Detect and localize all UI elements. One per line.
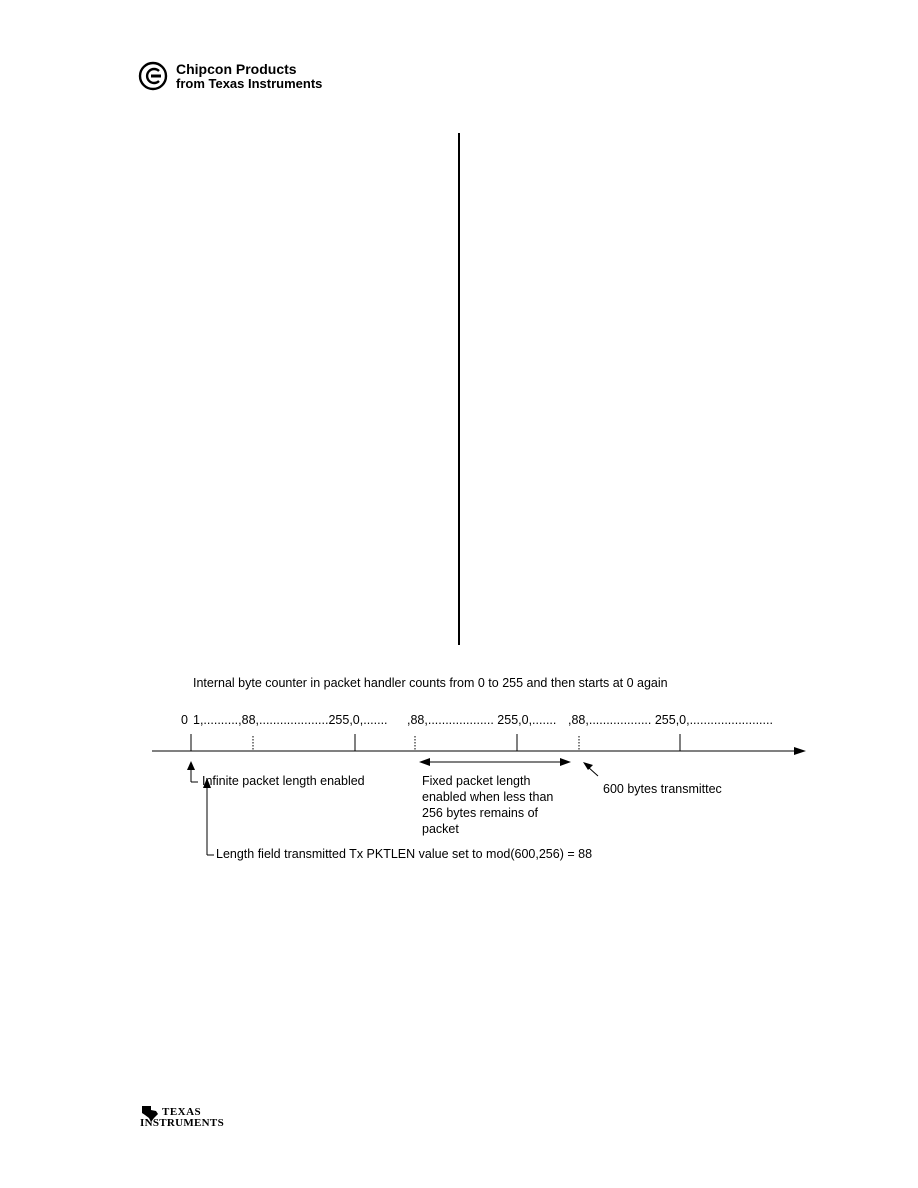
sequence-label-start: 0 [181,713,188,727]
ti-logo-line-2: INSTRUMENTS [140,1117,224,1129]
annotation-length-field: Length field transmitted Tx PKTLEN value set to mod(600,256) = 88 [216,847,593,861]
sequence-label-3: ,88,.................. 255,0,........................ [568,713,773,727]
brand-line-1: Chipcon Products [176,61,297,77]
ti-logo-line-1: TEXAS [162,1106,202,1118]
annotation-fixed-4: packet [422,822,459,836]
annotation-fixed-2: enabled when less than [422,790,554,804]
diagram-caption: Internal byte counter in packet handler counts from 0 to 255 and then starts at 0 again [193,676,668,690]
annotation-infinite: Infinite packet length enabled [202,774,365,788]
sequence-label-2: ,88,................... 255,0,....... [407,713,557,727]
texas-instruments-logo [140,1104,240,1134]
annotation-transmitted: 600 bytes transmittec [603,782,722,796]
sequence-label-1: 1,..........,88,....................255,0,....... [193,713,388,727]
annotation-fixed-3: 256 bytes remains of [422,806,539,820]
timeline-arrowhead [794,747,806,755]
brand-line-2: from Texas Instruments [176,76,323,91]
annotation-fixed-1: Fixed packet length [422,774,531,788]
